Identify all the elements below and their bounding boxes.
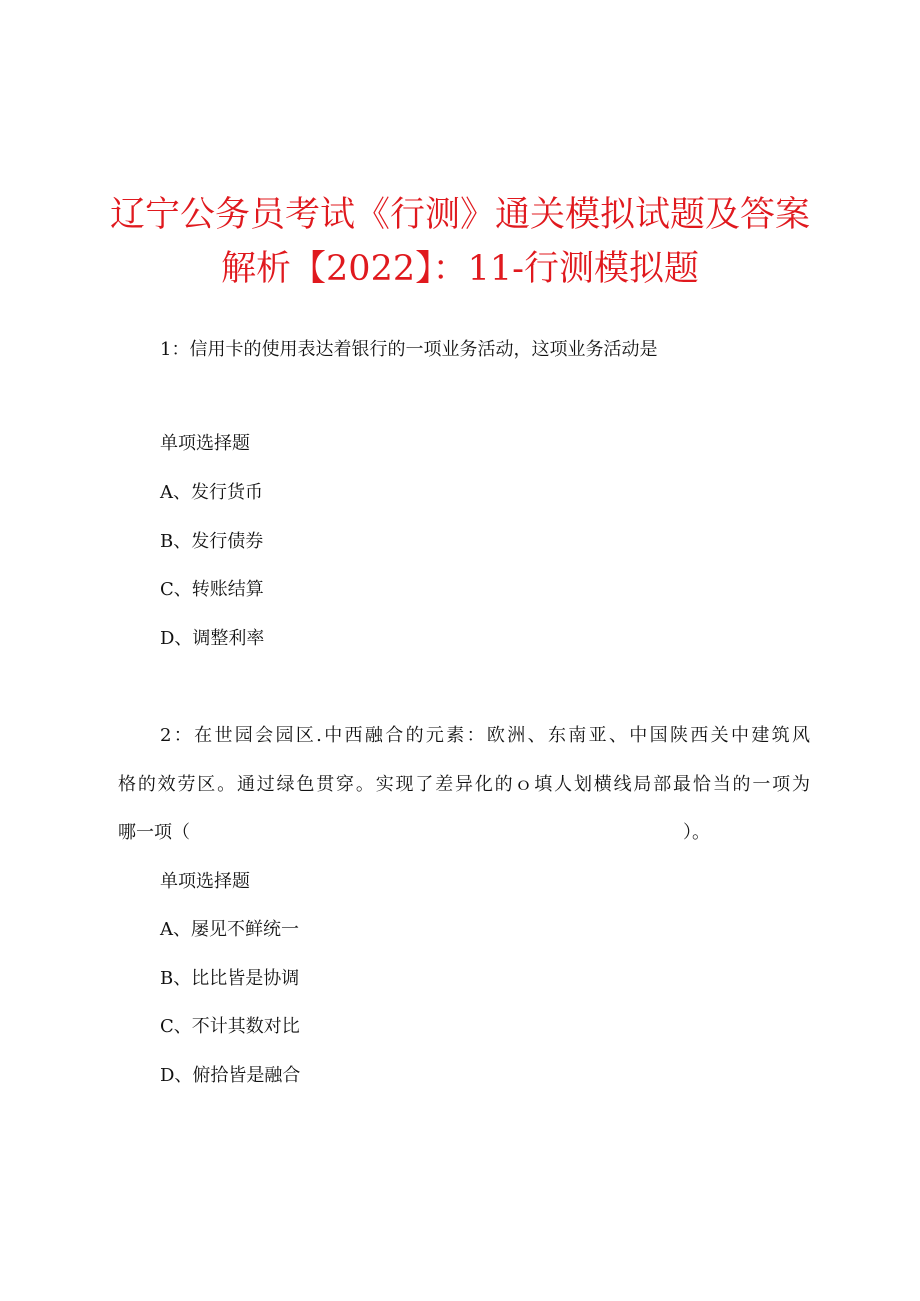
question-2-type: 单项选择题: [160, 871, 250, 892]
question-2-stem-line-1: 2：在世园会园区.中西融合的元素：欧洲、东南亚、中国陕西关中建筑风: [160, 725, 810, 746]
question-1-option-d: D、调整利率: [160, 628, 265, 649]
question-1-option-a: A、发行货币: [160, 482, 263, 503]
question-2-stem-line-3: 哪一项（: [118, 822, 190, 843]
question-2-option-a: A、屡见不鲜统一: [160, 919, 299, 940]
question-2-blank-close: ）。: [683, 822, 710, 843]
question-2-option-b: B、比比皆是协调: [160, 968, 300, 989]
question-1-stem: 1：信用卡的使用表达着银行的一项业务活动，这项业务活动是: [160, 339, 658, 360]
question-1-option-b: B、发行债券: [160, 531, 264, 552]
question-1-option-c: C、转账结算: [160, 579, 264, 600]
question-2-stem-line-2: 格的效劳区。通过绿色贯穿。实现了差异化的ｏ填人划横线局部最恰当的一项为: [118, 774, 810, 795]
document-title-line-2: 解析【2022】：11-行测模拟题: [221, 249, 699, 289]
question-1-type: 单项选择题: [160, 433, 250, 454]
document-title-line-1: 辽宁公务员考试《行测》通关模拟试题及答案: [109, 195, 810, 235]
question-2-option-c: C、不计其数对比: [160, 1016, 300, 1037]
question-2-option-d: D、俯拾皆是融合: [160, 1065, 301, 1086]
